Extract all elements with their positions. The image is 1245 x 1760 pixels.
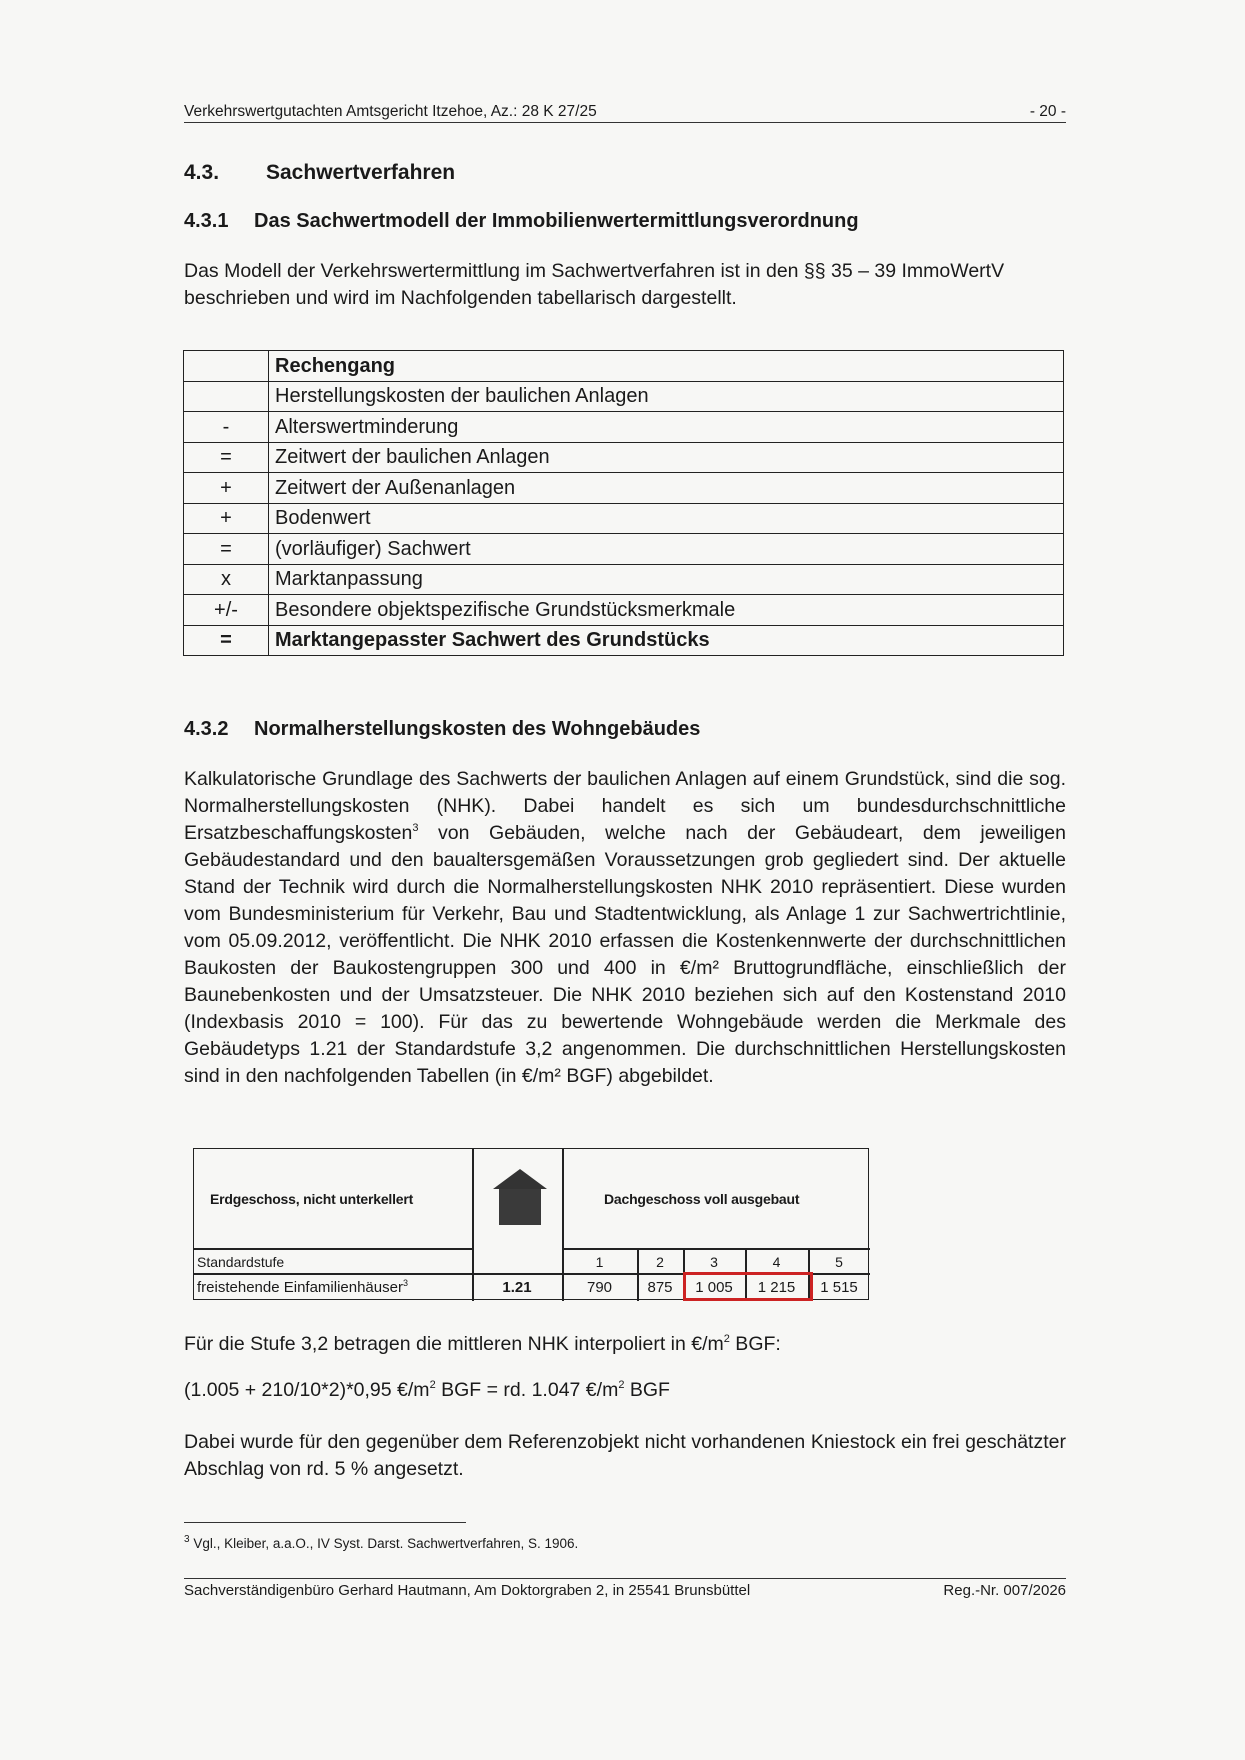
section-title: Sachwertverfahren bbox=[266, 161, 456, 184]
footnote-ref: 3 bbox=[412, 822, 419, 834]
footnote-text: Vgl., Kleiber, a.a.O., IV Syst. Darst. Sachwertverfahren, S. 1906. bbox=[189, 1536, 579, 1551]
footer-office: Sachverständigenbüro Gerhard Hautmann, Am Doktorgraben 2, in 25541 Brunsbüttel bbox=[184, 1582, 751, 1599]
calc-operator: = bbox=[184, 442, 269, 473]
nhk-left-title: Erdgeschoss, nicht unterkellert bbox=[210, 1191, 414, 1207]
calc-step: Herstellungskosten der baulichen Anlagen bbox=[269, 381, 1064, 412]
calc-operator: +/- bbox=[184, 595, 269, 626]
calc-row bbox=[184, 625, 1064, 656]
standardstufe-label: Standardstufe bbox=[197, 1254, 285, 1270]
page-footer bbox=[184, 1578, 1066, 1599]
calc-step: Bodenwert bbox=[269, 503, 1064, 534]
nhk-value-5: 1 515 bbox=[820, 1279, 858, 1296]
nhk-paragraph bbox=[184, 766, 1066, 1090]
page-number: - 20 - bbox=[1029, 103, 1066, 120]
calc-row bbox=[184, 442, 1064, 473]
nhk-right-title: Dachgeschoss voll ausgebaut bbox=[604, 1191, 800, 1207]
calc-row bbox=[184, 473, 1064, 504]
subsection-heading-2 bbox=[184, 718, 700, 741]
footnote-divider bbox=[184, 1522, 466, 1523]
header-reference: Verkehrswertgutachten Amtsgericht Itzehoe, Az.: 28 K 27/25 bbox=[184, 103, 597, 120]
calc-operator: = bbox=[184, 534, 269, 565]
type-code: 1.21 bbox=[502, 1279, 532, 1296]
calculation-table bbox=[183, 350, 1064, 656]
calc-step: Alterswertminderung bbox=[269, 412, 1064, 443]
calc-operator: + bbox=[184, 473, 269, 504]
calc-row bbox=[184, 412, 1064, 443]
calc-row bbox=[184, 534, 1064, 565]
haustyp-label: freistehende Einfamilienhäuser$^3$ bbox=[197, 1278, 408, 1296]
note-paragraph: Dabei wurde für den gegenüber dem Referenzobjekt nicht vorhandenen Kniestock ein frei geschätzter Abschlag von rd. 5 % angesetzt. bbox=[184, 1431, 1066, 1480]
calc-operator: x bbox=[184, 564, 269, 595]
interpolation-paragraph: Für die Stufe 3,2 betragen die mittleren NHK interpoliert in $€/m^2$ BGF: bbox=[184, 1333, 781, 1355]
calc-step: Zeitwert der baulichen Anlagen bbox=[269, 442, 1064, 473]
nhk-value-1: 790 bbox=[586, 1279, 613, 1296]
page-header bbox=[184, 103, 1066, 123]
house-roof-icon bbox=[491, 1167, 549, 1227]
calc-row bbox=[184, 503, 1064, 534]
formula-line: (1.005 + 210/10*2)*0,95 $€/m^2$ BGF = rd. 1.047 $€/m^2$ BGF bbox=[184, 1379, 670, 1401]
nhk-value-3: 1 005 bbox=[695, 1279, 733, 1296]
calc-operator: - bbox=[184, 412, 269, 443]
calc-operator: = bbox=[184, 625, 269, 656]
calc-step: Marktanpassung bbox=[269, 564, 1064, 595]
nhk-value-4: 1 215 bbox=[757, 1279, 796, 1296]
subsection-heading-1 bbox=[184, 210, 859, 233]
standardstufe-2: 2 bbox=[656, 1254, 664, 1270]
section-heading bbox=[184, 161, 455, 185]
footnote bbox=[184, 1536, 578, 1551]
standardstufe-5: 5 bbox=[835, 1254, 843, 1270]
calc-step: Besondere objektspezifische Grundstücksmerkmale bbox=[269, 595, 1064, 626]
calc-operator: + bbox=[184, 503, 269, 534]
subsection-title-1: Das Sachwertmodell der Immobilienwertermittlungsverordnung bbox=[254, 210, 859, 232]
nhk-table bbox=[193, 1148, 869, 1300]
footer-reg-number: Reg.-Nr. 007/2026 bbox=[943, 1582, 1066, 1599]
calc-row bbox=[184, 595, 1064, 626]
section-number: 4.3. bbox=[184, 161, 220, 184]
standardstufe-3: 3 bbox=[710, 1254, 718, 1270]
subsection-number-1: 4.3.1 bbox=[184, 210, 229, 232]
subsection-title-2: Normalherstellungskosten des Wohngebäudes bbox=[254, 718, 701, 740]
calc-step: (vorläufiger) Sachwert bbox=[269, 534, 1064, 565]
calc-step: Marktangepasster Sachwert des Grundstücks bbox=[269, 625, 1064, 656]
calc-row bbox=[184, 381, 1064, 412]
calc-row bbox=[184, 351, 1064, 382]
nhk-text-part1: Kalkulatorische Grundlage des Sachwerts der baulichen Anlagen auf einem Grundstück, sind die sog. Normalherstellungskosten (NHK). Dabei handelt es sich um bundesdurchschnittliche Ersatzbeschaffungskosten bbox=[184, 768, 1066, 844]
calc-operator bbox=[184, 351, 269, 382]
nhk-value-2: 875 bbox=[647, 1279, 673, 1296]
standardstufe-1: 1 bbox=[595, 1254, 604, 1270]
calc-operator bbox=[184, 381, 269, 412]
footnote-number: 3 bbox=[184, 1534, 190, 1545]
subsection-number-2: 4.3.2 bbox=[184, 718, 229, 740]
calc-row bbox=[184, 564, 1064, 595]
haustyp-footnote-ref: 3 bbox=[402, 1278, 408, 1288]
nhk-text-part2: von Gebäuden, welche nach der Gebäudeart, dem jeweiligen Gebäudestandard und den baualtersgemäßen Voraussetzungen grob gegliedert sind. Der aktuelle Stand der Technik wird durch die Normalherstellungskosten NHK 2010 repräsentiert. Diese wurden vom Bundesministerium für Verkehr, Bau und Stadtentwicklung, als Anlage 1 zur Sachwertrichtlinie, vom 05.09.2012, veröffentlicht. Die NHK 2010 erfassen die Kostenkennwerte der durchschnittlichen Baukosten der Baukostengruppen 300 und 400 in €/m² Bruttogrundfläche, einschließlich der Baunebenkosten und der Umsatzsteuer. Die NHK 2010 beziehen sich auf den Kostenstand 2010 (Indexbasis 2010 = 100). Für das zu bewertende Wohngebäude werden die Merkmale des Gebäudetyps 1.21 der Standardstufe 3,2 angenommen. Die durchschnittlichen Herstellungskosten sind in den nachfolgenden Tabellen (in €/m² BGF) abgebildet. bbox=[184, 822, 1066, 1087]
calc-step: Rechengang bbox=[269, 351, 1064, 382]
standardstufe-4: 4 bbox=[772, 1254, 781, 1270]
intro-paragraph: Das Modell der Verkehrswertermittlung im Sachwertverfahren ist in den §§ 35 – 39 ImmoWertV beschrieben und wird im Nachfolgenden tabellarisch dargestellt. bbox=[184, 260, 1005, 309]
calc-step: Zeitwert der Außenanlagen bbox=[269, 473, 1064, 504]
